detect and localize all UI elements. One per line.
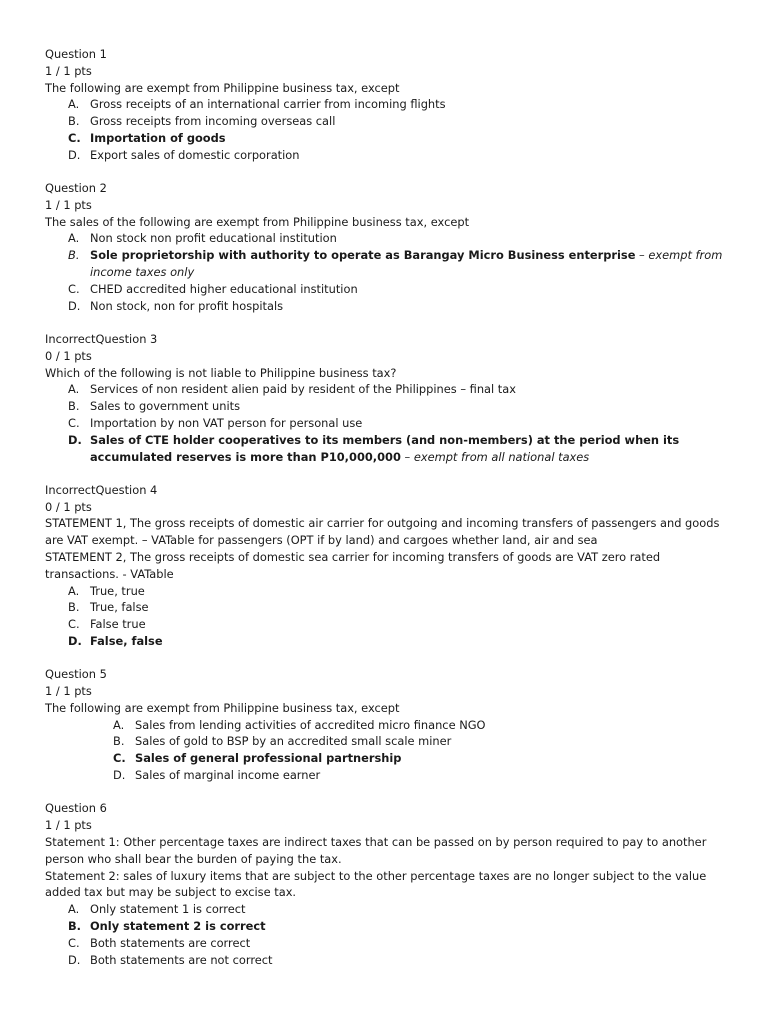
answer-options bbox=[45, 96, 725, 163]
answer-option-d bbox=[68, 952, 725, 969]
question-3 bbox=[45, 331, 725, 465]
option-text: Non stock, non for profit hospitals bbox=[90, 298, 284, 313]
option-text: Only statement 1 is correct bbox=[90, 902, 246, 917]
option-text: False true bbox=[90, 617, 146, 632]
answer-option-b bbox=[68, 599, 725, 616]
option-letter: A. bbox=[68, 231, 80, 246]
question-score: 1 / 1 pts bbox=[45, 63, 92, 78]
answer-options bbox=[45, 230, 725, 314]
answer-option-c bbox=[68, 281, 725, 298]
question-statement-2: STATEMENT 2, The gross receipts of domestic sea carrier for incoming transfers of goods are VAT zero rated transactions. - VATable bbox=[45, 550, 661, 581]
option-text: Export sales of domestic corporation bbox=[90, 147, 300, 162]
question-title: Question 5 bbox=[45, 667, 107, 682]
answer-option-c-correct bbox=[68, 130, 725, 147]
answer-option-a bbox=[68, 381, 725, 398]
option-letter: B. bbox=[68, 918, 82, 933]
answer-option-b bbox=[113, 733, 725, 750]
question-5 bbox=[45, 666, 725, 784]
option-letter: A. bbox=[68, 583, 80, 598]
option-text: True, true bbox=[90, 583, 145, 598]
question-title: Question 6 bbox=[45, 801, 107, 816]
option-text: Importation of goods bbox=[90, 130, 226, 145]
option-text: Both statements are not correct bbox=[90, 952, 273, 967]
option-letter: B. bbox=[68, 399, 80, 414]
option-letter: B. bbox=[113, 734, 125, 749]
question-score: 0 / 1 pts bbox=[45, 499, 92, 514]
answer-options bbox=[45, 717, 725, 784]
answer-option-c-correct bbox=[113, 750, 725, 767]
answer-option-a bbox=[68, 901, 725, 918]
answer-option-a bbox=[68, 583, 725, 600]
question-title: IncorrectQuestion 4 bbox=[45, 482, 158, 497]
question-statement-1: Statement 1: Other percentage taxes are indirect taxes that can be passed on by person required to pay to another person who shall bear the burden of paying the tax. bbox=[45, 834, 707, 866]
option-text: Importation by non VAT person for personal use bbox=[90, 415, 363, 430]
option-text: Sole proprietorship with authority to operate as Barangay Micro Business enterprise bbox=[90, 248, 636, 263]
option-letter: A. bbox=[113, 717, 125, 732]
option-letter: D. bbox=[68, 952, 81, 967]
answer-option-c bbox=[68, 616, 725, 633]
answer-options bbox=[45, 901, 725, 968]
question-title: Question 1 bbox=[45, 47, 107, 61]
answer-option-d-selected bbox=[68, 633, 725, 650]
document-body bbox=[45, 46, 725, 985]
option-note: – exempt from all national taxes bbox=[400, 449, 590, 464]
option-letter: D. bbox=[68, 147, 81, 162]
option-text: Sales of marginal income earner bbox=[135, 768, 321, 783]
option-text: Gross receipts from incoming overseas call bbox=[90, 114, 336, 129]
answer-option-a bbox=[68, 230, 725, 247]
option-text: Sales of gold to BSP by an accredited small scale miner bbox=[135, 734, 452, 749]
option-letter: B. bbox=[68, 248, 80, 263]
option-letter: D. bbox=[68, 298, 81, 313]
question-statement-2: Statement 2: sales of luxury items that are subject to the other percentage taxes are no longer subject to the value added tax but may be subject to excise tax. bbox=[45, 868, 707, 900]
answer-option-d bbox=[113, 767, 725, 784]
answer-option-a bbox=[68, 96, 725, 113]
answer-option-b bbox=[68, 113, 725, 130]
answer-option-d-selected bbox=[68, 432, 725, 466]
answer-options bbox=[45, 583, 725, 650]
option-letter: D. bbox=[113, 768, 126, 783]
question-stem: The following are exempt from Philippine business tax, except bbox=[45, 700, 400, 715]
question-statement-1: STATEMENT 1, The gross receipts of domestic air carrier for outgoing and incoming transfers of passengers and goods are VAT exempt. – VATable for passengers (OPT if by land) and cargoes whether land, air and sea bbox=[45, 516, 720, 548]
option-text: CHED accredited higher educational institution bbox=[90, 281, 358, 296]
question-score: 1 / 1 pts bbox=[45, 684, 92, 699]
option-letter: B. bbox=[68, 600, 80, 615]
option-letter: D. bbox=[68, 432, 82, 447]
option-letter: A. bbox=[68, 97, 80, 112]
option-text: Sales to government units bbox=[90, 399, 241, 414]
answer-option-b bbox=[68, 398, 725, 415]
answer-option-d bbox=[68, 147, 725, 164]
question-2 bbox=[45, 180, 725, 314]
answer-options bbox=[45, 381, 725, 465]
option-letter: B. bbox=[68, 114, 80, 129]
option-letter: A. bbox=[68, 382, 80, 397]
option-letter: A. bbox=[68, 902, 80, 917]
option-letter: C. bbox=[113, 751, 126, 766]
option-text: Sales of CTE holder cooperatives to its members (and non-members) at the period when its accumulated reserves is more than P10,000,000 bbox=[90, 432, 680, 464]
option-note: – exempt from income taxes only bbox=[90, 248, 723, 280]
answer-option-d bbox=[68, 298, 725, 315]
option-letter: C. bbox=[68, 617, 80, 632]
option-text: Sales from lending activities of accredited micro finance NGO bbox=[135, 717, 486, 732]
question-6 bbox=[45, 800, 725, 968]
option-text: False, false bbox=[90, 634, 163, 648]
answer-option-c bbox=[68, 935, 725, 952]
question-1 bbox=[45, 46, 725, 164]
option-text: Non stock non profit educational institution bbox=[90, 231, 337, 246]
question-title: Question 2 bbox=[45, 181, 107, 196]
option-text: Sales of general professional partnership bbox=[135, 751, 402, 766]
option-letter: C. bbox=[68, 935, 80, 950]
answer-option-b-correct bbox=[68, 918, 725, 935]
option-letter: C. bbox=[68, 130, 81, 145]
question-stem: The following are exempt from Philippine business tax, except bbox=[45, 80, 400, 95]
answer-option-c bbox=[68, 415, 725, 432]
option-text: Services of non resident alien paid by resident of the Philippines – final tax bbox=[90, 382, 516, 397]
option-text: Both statements are correct bbox=[90, 935, 251, 950]
answer-option-b-correct bbox=[68, 247, 725, 281]
option-letter: D. bbox=[68, 634, 82, 648]
answer-option-a bbox=[113, 717, 725, 734]
question-score: 1 / 1 pts bbox=[45, 197, 92, 212]
question-stem: Which of the following is not liable to Philippine business tax? bbox=[45, 365, 397, 380]
option-letter: C. bbox=[68, 415, 80, 430]
question-score: 1 / 1 pts bbox=[45, 818, 92, 833]
question-title: IncorrectQuestion 3 bbox=[45, 331, 158, 346]
option-text: Gross receipts of an international carrier from incoming flights bbox=[90, 97, 446, 112]
question-score: 0 / 1 pts bbox=[45, 348, 92, 363]
option-text: Only statement 2 is correct bbox=[90, 918, 266, 933]
question-stem: The sales of the following are exempt from Philippine business tax, except bbox=[45, 214, 470, 229]
question-4 bbox=[45, 482, 725, 650]
option-text: True, false bbox=[90, 600, 149, 615]
option-letter: C. bbox=[68, 281, 80, 296]
